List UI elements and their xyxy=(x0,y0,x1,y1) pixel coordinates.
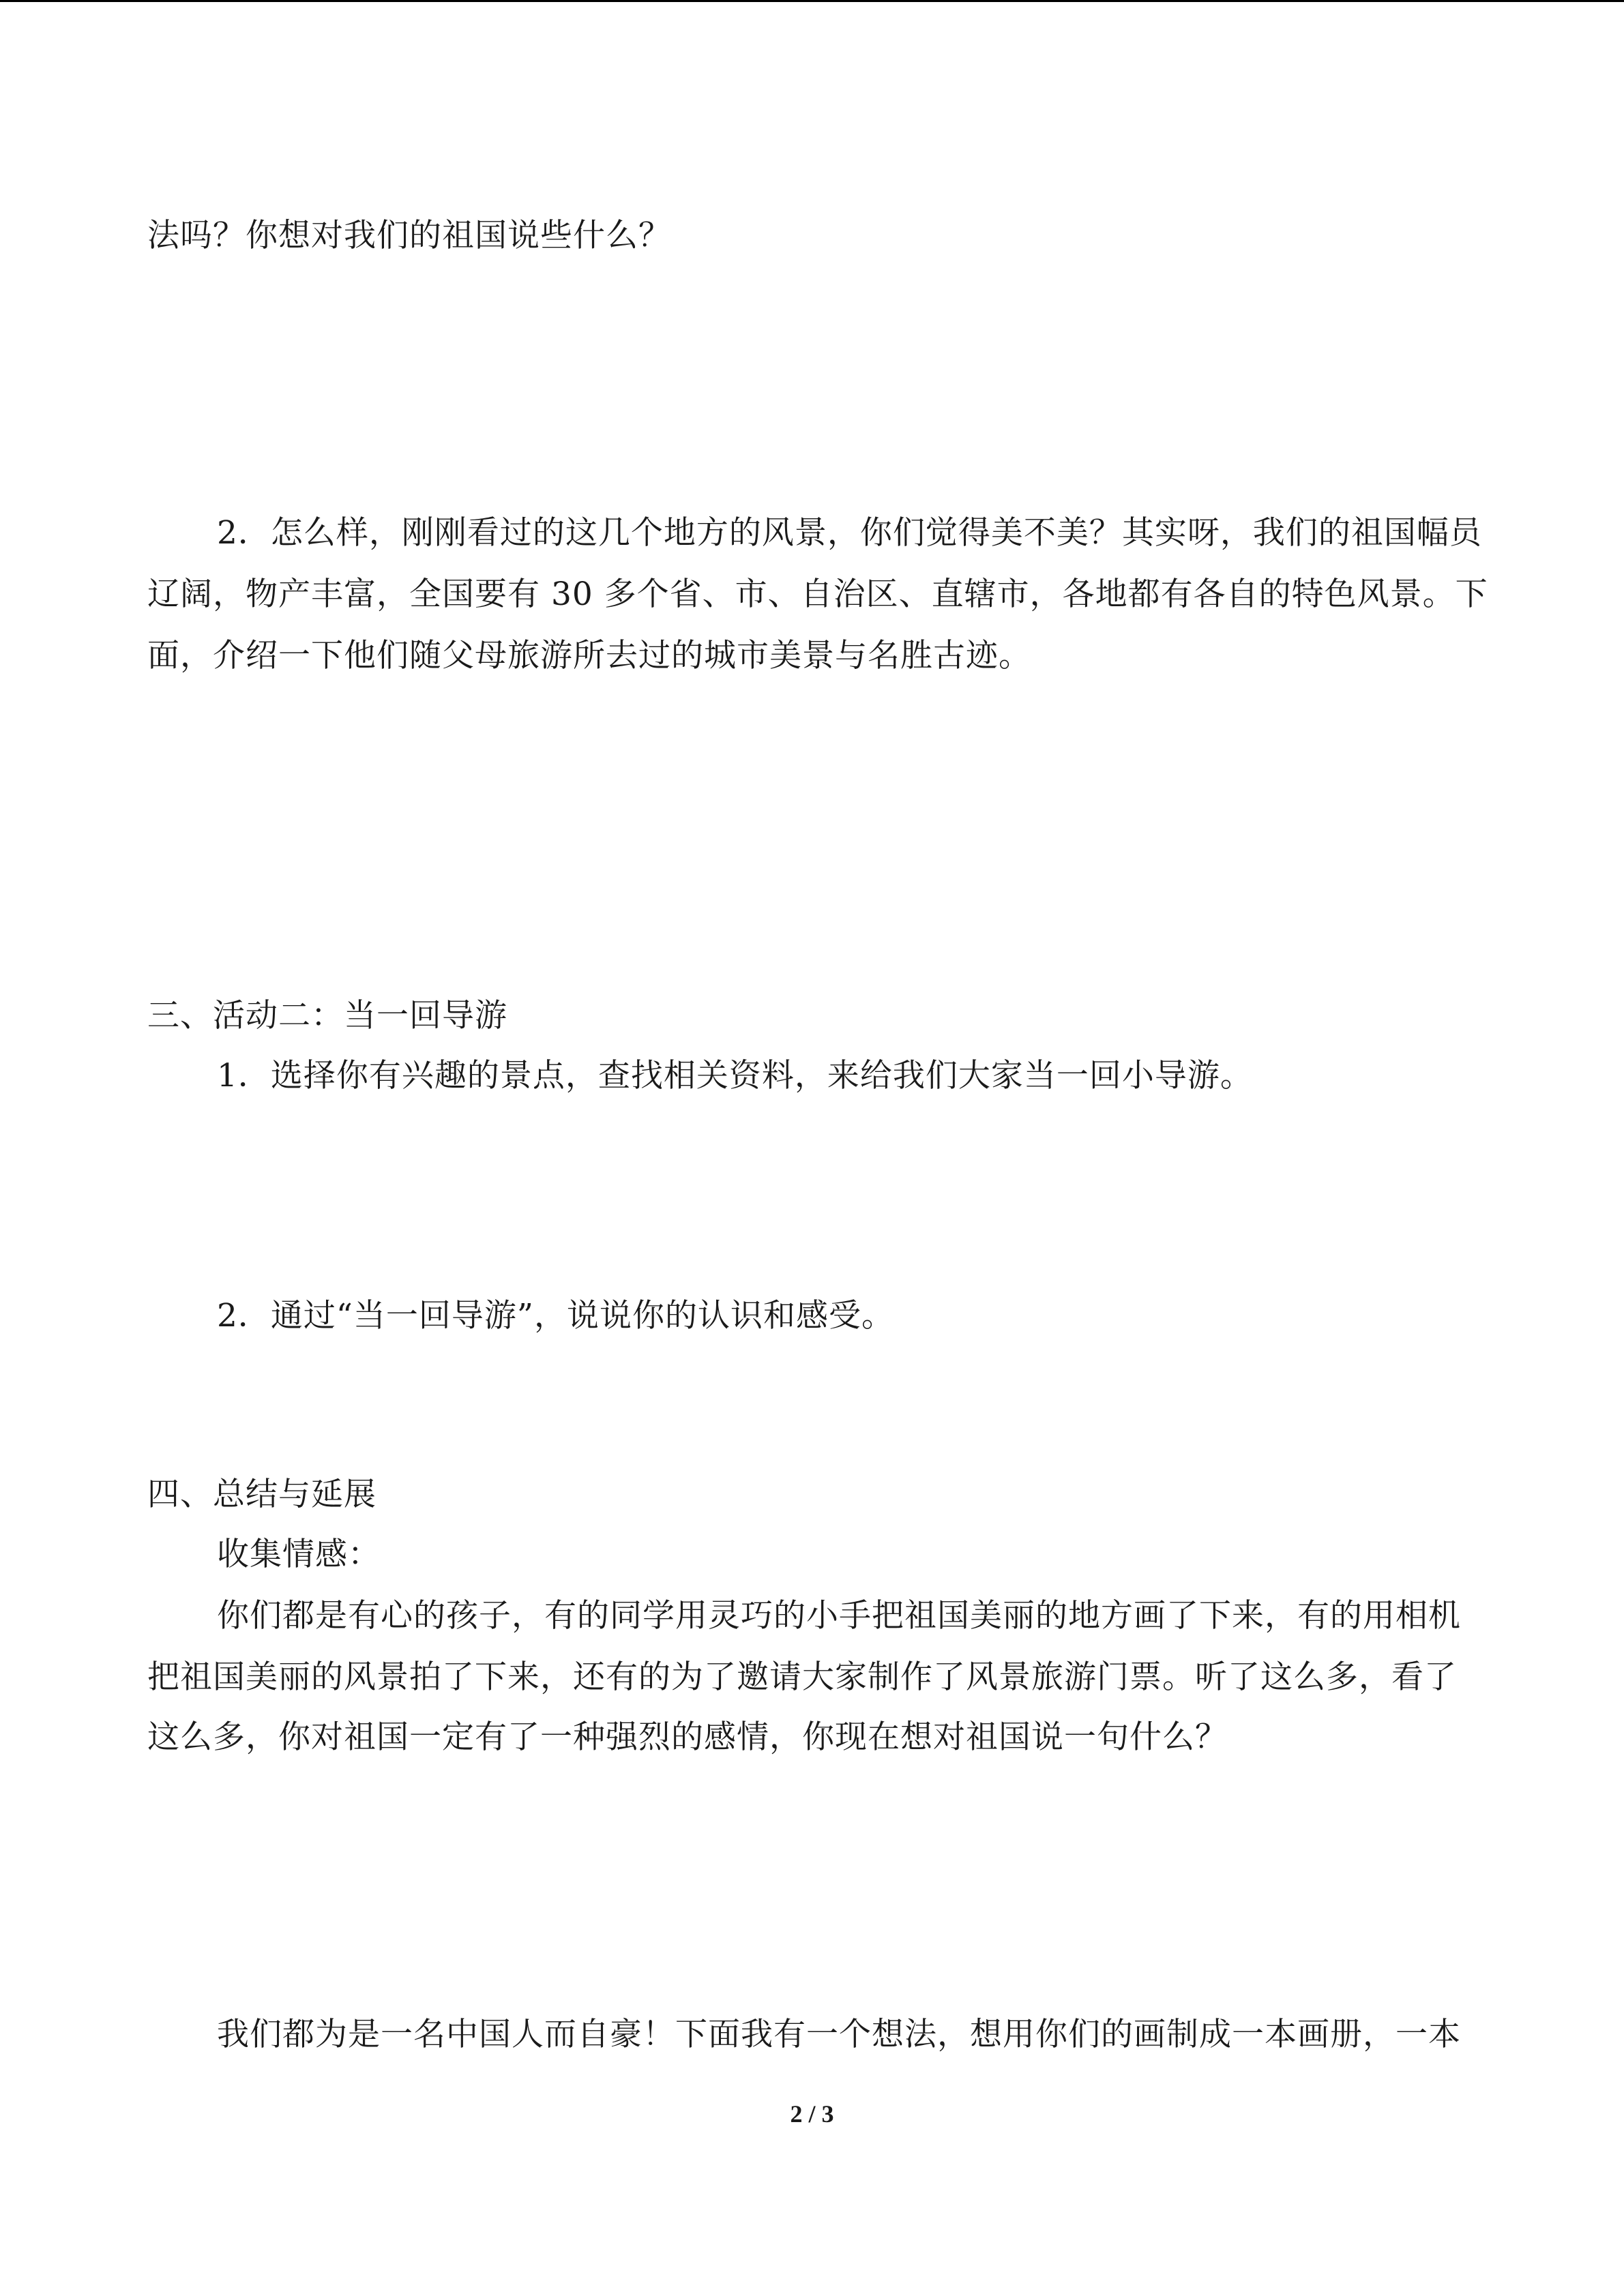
paragraph-line: 把祖国美丽的风景拍了下来，还有的为了邀请大家制作了风景旅游门票。听了这么多，看了 xyxy=(147,1658,1457,1696)
paragraph-line: 2．怎么样，刚刚看过的这几个地方的风景，你们觉得美不美？其实呀，我们的祖国幅员 xyxy=(217,514,1482,552)
list-item: 2．通过“当一回导游”，说说你的认识和感受。 xyxy=(217,1297,894,1335)
paragraph-line: 我们都为是一名中国人而自豪！下面我有一个想法，想用你们的画制成一本画册，一本 xyxy=(217,2016,1461,2053)
paragraph-line: 面，介绍一下他们随父母旅游所去过的城市美景与名胜古迹。 xyxy=(147,637,1031,674)
subheading-collect-feelings: 收集情感： xyxy=(217,1536,381,1573)
page-number: 2 / 3 xyxy=(790,2100,834,2128)
section-heading-activity-two: 三、活动二：当一回导游 xyxy=(147,997,507,1034)
paragraph-line: 你们都是有心的孩子，有的同学用灵巧的小手把祖国美丽的地方画了下来，有的用相机 xyxy=(217,1597,1461,1635)
section-heading-summary: 四、总结与延展 xyxy=(147,1476,377,1513)
list-item: 1．选择你有兴趣的景点，查找相关资料，来给我们大家当一回小导游。 xyxy=(217,1057,1253,1094)
paragraph-line: 这么多，你对祖国一定有了一种强烈的感情，你现在想对祖国说一句什么？ xyxy=(147,1718,1228,1756)
paragraph-line: 辽阔，物产丰富，全国要有 30 多个省、市、自治区、直辖市，各地都有各自的特色风景。下 xyxy=(147,576,1488,613)
paragraph-line: 法吗？你想对我们的祖国说些什么？ xyxy=(147,217,671,254)
page-top-border xyxy=(0,0,1624,2)
